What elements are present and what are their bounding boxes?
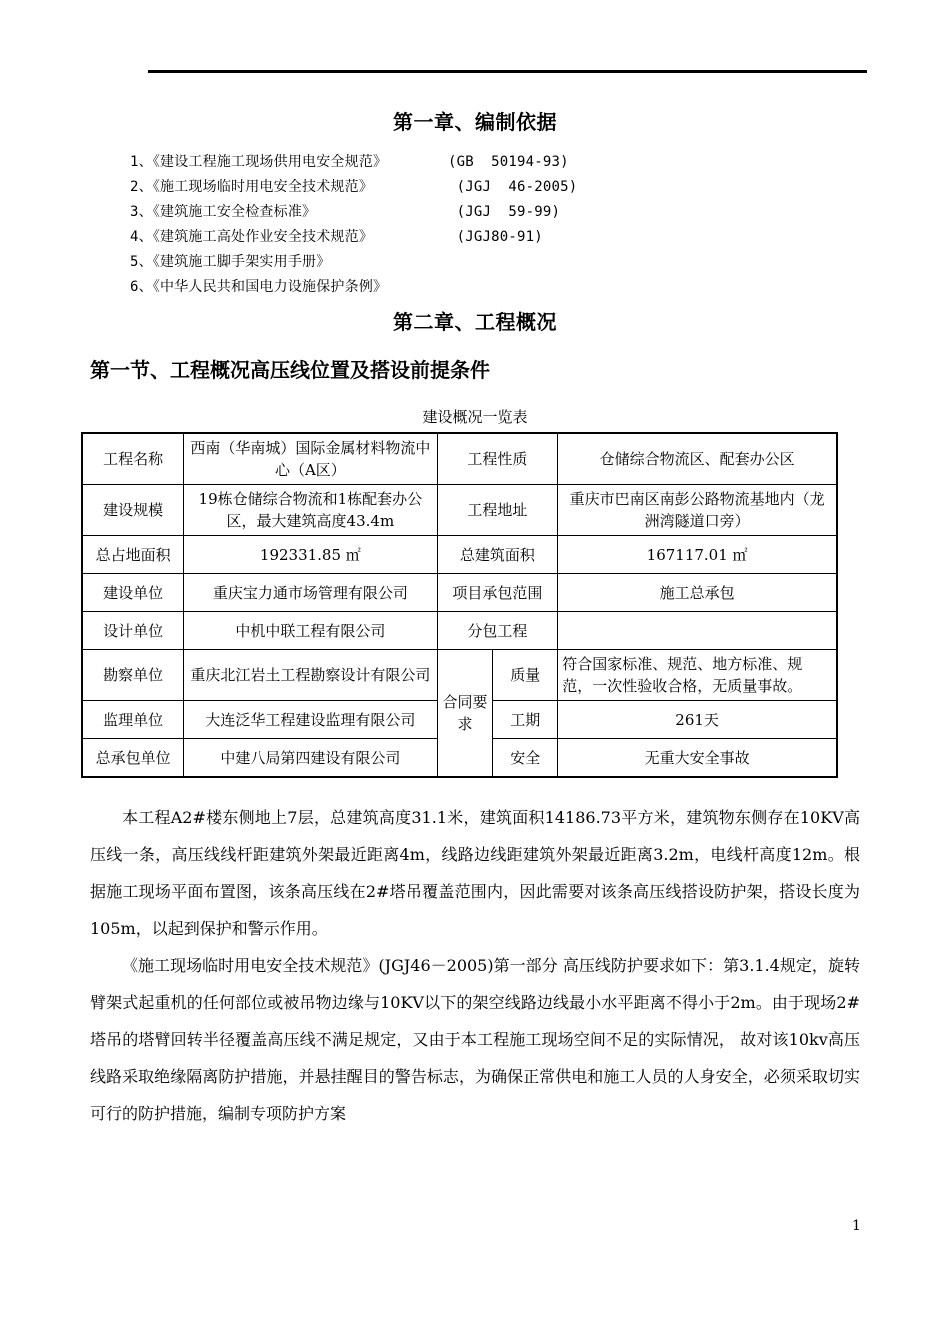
subcontract-value [558, 612, 837, 650]
reference-title: 4、《建筑施工高处作业安全技术规范》 [130, 229, 374, 245]
reference-item [130, 200, 577, 225]
page-number: 1 [852, 1218, 861, 1234]
quality-label: 质量 [493, 650, 558, 701]
scale-label: 建设规模 [82, 485, 184, 536]
supervisor-label: 监理单位 [82, 701, 184, 739]
reference-title: 3、《建筑施工安全检查标准》 [130, 204, 317, 220]
general-contractor-label: 总承包单位 [82, 739, 184, 778]
scale-value: 19栋仓储综合物流和1栋配套办公区，最大建筑高度43.4m [184, 485, 437, 536]
builder-label: 建设单位 [82, 574, 184, 612]
table-row [82, 574, 837, 612]
address-value: 重庆市巴南区南彭公路物流基地内（龙洲湾隧道口旁） [558, 485, 837, 536]
safety-value: 无重大安全事故 [558, 739, 837, 778]
general-contractor-value: 中建八局第四建设有限公司 [184, 739, 437, 778]
subcontract-label: 分包工程 [437, 612, 558, 650]
designer-label: 设计单位 [82, 612, 184, 650]
header-rule [148, 70, 867, 73]
land-area-value: 192331.85 ㎡ [184, 536, 437, 574]
reference-item [130, 175, 577, 200]
safety-label: 安全 [493, 739, 558, 778]
builder-value: 重庆宝力通市场管理有限公司 [184, 574, 437, 612]
survey-label: 勘察单位 [82, 650, 184, 701]
table-row [82, 612, 837, 650]
reference-title: 6、《中华人民共和国电力设施保护条例》 [130, 279, 388, 295]
table-caption: 建设概况一览表 [422, 408, 528, 426]
project-name-label: 工程名称 [82, 433, 184, 485]
body-paragraph-1: 本工程A2#楼东侧地上7层，总建筑高度31.1米，建筑面积14186.73平方米，建筑物东侧存在10KV高压线一条，高压线线杆距建筑外架最近距离4m，线路边线距建筑外架最近距离3.2m，电线杆高度12m。根据施工现场平面布置图，该条高压线在2#塔吊覆盖范围内，因此需要对该条高压线搭设防护架，搭设长度为105m，以起到保护和警示作用。 [90, 808, 860, 938]
reference-code: (JGJ80-91) [448, 229, 543, 245]
contract-scope-value: 施工总承包 [558, 574, 837, 612]
table-row [82, 433, 837, 485]
table-row [82, 536, 837, 574]
table-row [82, 485, 837, 536]
address-label: 工程地址 [437, 485, 558, 536]
building-area-value: 167117.01 ㎡ [558, 536, 837, 574]
survey-value: 重庆北江岩土工程勘察设计有限公司 [184, 650, 437, 701]
contract-scope-label: 项目承包范围 [437, 574, 558, 612]
land-area-label: 总占地面积 [82, 536, 184, 574]
reference-code: (GB 50194-93) [448, 154, 569, 170]
reference-item [130, 275, 577, 300]
project-nature-label: 工程性质 [437, 433, 558, 485]
reference-title: 1、《建设工程施工现场供用电安全规范》 [130, 154, 388, 170]
reference-title: 5、《建筑施工脚手架实用手册》 [130, 254, 331, 270]
quality-value: 符合国家标准、规范、地方标准、规范，一次性验收合格，无质量事故。 [558, 650, 837, 701]
project-nature-value: 仓储综合物流区、配套办公区 [558, 433, 837, 485]
reference-code: (JGJ 46-2005) [448, 179, 578, 195]
section-1-title: 第一节、工程概况高压线位置及搭设前提条件 [90, 358, 490, 382]
reference-item [130, 250, 577, 275]
supervisor-value: 大连泛华工程建设监理有限公司 [184, 701, 437, 739]
designer-value: 中机中联工程有限公司 [184, 612, 437, 650]
chapter-1-title: 第一章、编制依据 [393, 110, 557, 134]
building-area-label: 总建筑面积 [437, 536, 558, 574]
reference-title: 2、《施工现场临时用电安全技术规范》 [130, 179, 374, 195]
table-row [82, 650, 837, 701]
project-name-value: 西南（华南城）国际金属材料物流中心（A区） [184, 433, 437, 485]
chapter-2-title: 第二章、工程概况 [393, 310, 557, 334]
period-value: 261天 [558, 701, 837, 739]
body-paragraph-2: 《施工现场临时用电安全技术规范》(JGJ46－2005)第一部分 高压线防护要求如下：第3.1.4规定，旋转臂架式起重机的任何部位或被吊物边缘与10KV以下的架空线路边线最小水平距离不得小于2m。由于现场2#塔吊的塔臂回转半径覆盖高压线不满足规定，又由于本工程施工现场空间不足的实际情况， 故对该10kv高压线路采取绝缘隔离防护措施，并悬挂醒目的警告标志，为确保正常供电和施工人员的人身安全，必须采取切实可行的防护措施，编制专项防护方案 [90, 956, 860, 1123]
period-label: 工期 [493, 701, 558, 739]
reference-item [130, 225, 577, 250]
reference-item [130, 150, 577, 175]
contract-requirements-label: 合同要求 [437, 650, 493, 778]
reference-list [130, 150, 577, 300]
project-overview-table [81, 432, 838, 778]
reference-code: (JGJ 59-99) [448, 204, 561, 220]
